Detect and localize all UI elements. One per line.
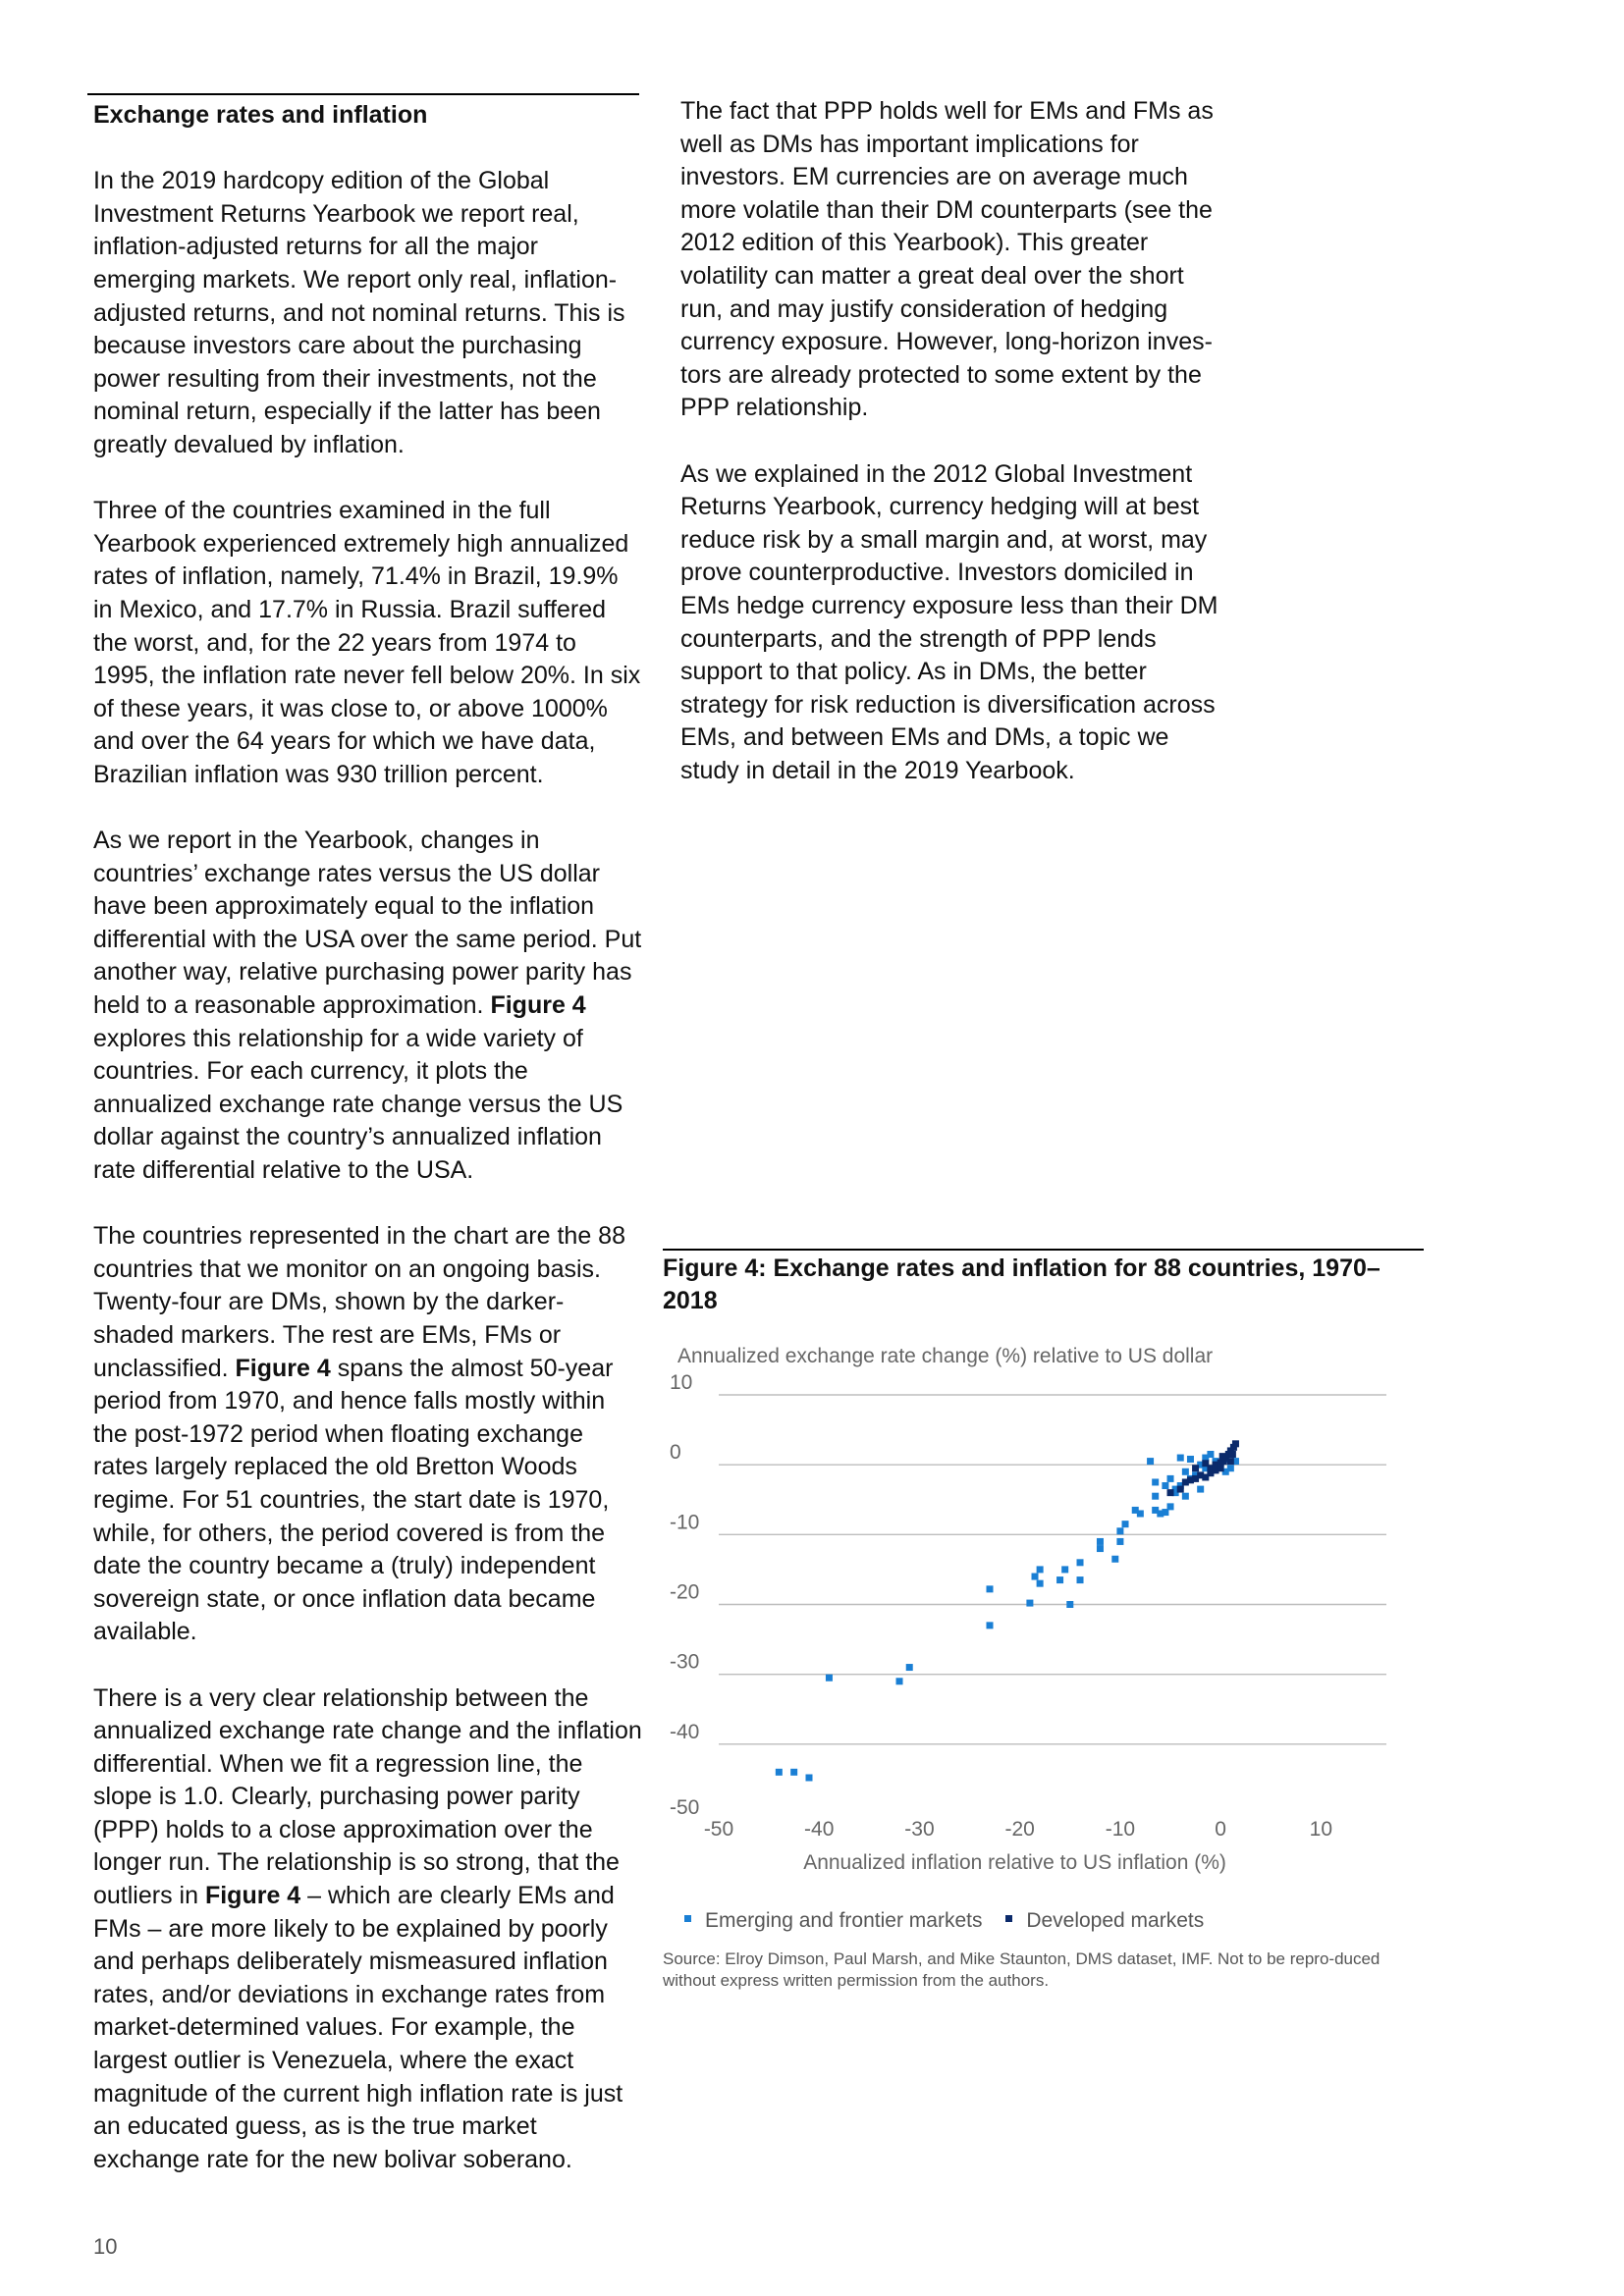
scatter-chart (668, 1369, 1414, 1895)
column-top-rule (87, 93, 639, 95)
em-data-point (1037, 1580, 1044, 1587)
legend-em-label: Emerging and frontier markets (705, 1909, 983, 1932)
dm-data-point (1177, 1486, 1184, 1493)
figure-reference: Figure 4 (204, 1882, 301, 1910)
em-data-point (1167, 1475, 1174, 1482)
x-tick-label: 10 (1309, 1818, 1333, 1841)
em-data-point (790, 1769, 797, 1776)
y-tick-label: 10 (670, 1371, 693, 1394)
em-data-point (1167, 1503, 1174, 1510)
chart-x-axis-label: Annualized inflation relative to US inflation (%) (803, 1851, 1226, 1874)
paragraph (93, 1220, 643, 1649)
x-tick-label: -40 (804, 1818, 835, 1841)
em-data-point (1077, 1576, 1084, 1583)
y-tick-label: -10 (670, 1511, 700, 1534)
em-data-point (1077, 1559, 1084, 1566)
em-data-point (1147, 1458, 1154, 1465)
paragraph (93, 825, 643, 1188)
page-number: 10 (93, 2234, 118, 2259)
em-data-point (1066, 1601, 1073, 1608)
paragraph-text: The countries represented in the chart are the 88 countries that we monitor on an ongoing basis. Twenty-four are DMs, shown by the darker-shaded markers. The rest are EMs, FMs or unclassified. (93, 1222, 625, 1382)
em-data-point (1111, 1556, 1118, 1563)
x-tick-label: 0 (1215, 1818, 1226, 1841)
em-data-point (1026, 1600, 1033, 1607)
em-data-point (1116, 1538, 1123, 1545)
y-tick-label: -20 (670, 1580, 700, 1604)
em-data-point (1037, 1566, 1044, 1573)
paragraph: Three of the countries examined in the full Yearbook experienced extremely high annualized rates of inflation, namely, 71.4% in Brazil, 19.9% in Mexico, and 17.7% in Russia. Brazil suffered the worst, and, for the 22 years from 1974 to 1995, the inflation rate never fell below 20%. In six of these years, it was close to, or above 1000% and over the 64 years for which we have data, Brazilian inflation was 930 trillion percent. (93, 497, 641, 788)
em-data-point (1097, 1545, 1104, 1552)
legend-dm-marker-icon (1005, 1915, 1012, 1922)
y-tick-label: -40 (670, 1720, 700, 1743)
dm-data-point (1227, 1458, 1234, 1465)
em-data-point (806, 1774, 813, 1781)
x-tick-label: -30 (904, 1818, 935, 1841)
em-data-point (776, 1769, 783, 1776)
em-data-point (1116, 1527, 1123, 1534)
section-heading: Exchange rates and inflation (93, 101, 428, 129)
em-data-point (1182, 1493, 1189, 1500)
x-tick-label: -20 (1004, 1818, 1035, 1841)
em-data-point (1061, 1566, 1068, 1573)
y-tick-label: -30 (670, 1650, 700, 1674)
x-tick-label: -10 (1105, 1818, 1136, 1841)
dm-data-point (1202, 1460, 1209, 1467)
em-data-point (1132, 1507, 1139, 1514)
em-data-point (1162, 1482, 1168, 1489)
chart-legend (684, 1909, 1221, 1933)
paragraph: As we explained in the 2012 Global Investment Returns Yearbook, currency hedging will at best reduce risk by a small margin and, at worst, may prove counterproductive. Investors domiciled in EMs hedge currency exposure less than their DM counterparts, and the strength of PPP lends support to that policy. As in DMs, the better strategy for risk reduction is diversification across EMs, and between EMs and DMs, a topic we study in detail in the 2019 Yearbook. (680, 459, 1218, 784)
right-column (680, 95, 1230, 787)
x-tick-label: -50 (703, 1818, 734, 1841)
figure-title: Figure 4: Exchange rates and inflation for 88 countries, 1970–2018 (663, 1255, 1380, 1314)
figure-source: Source: Elroy Dimson, Paul Marsh, and Mike Staunton, DMS dataset, IMF. Not to be repro-duced without express written permission from the authors. (663, 1949, 1380, 1990)
dm-data-point (1232, 1440, 1239, 1447)
figure-reference: Figure 4 (235, 1354, 331, 1382)
figure-top-rule (663, 1249, 1424, 1251)
dm-data-point (1219, 1453, 1226, 1460)
em-data-point (1056, 1576, 1063, 1583)
paragraph: The fact that PPP holds well for EMs and FMs as well as DMs has important implications for investors. EM currencies are on average much more volatile than their DM counterparts (see the 2012 edition of this Yearbook). This greater volatility can matter a great deal over the short run, and may justify consideration of hedging currency exposure. However, long-horizon inves-tors are already protected to some extent by the PPP relationship. (680, 97, 1214, 422)
em-data-point (1152, 1493, 1159, 1500)
em-data-point (826, 1675, 833, 1682)
legend-dm-label: Developed markets (1026, 1909, 1205, 1932)
y-tick-label: -50 (670, 1796, 700, 1819)
em-data-point (896, 1678, 903, 1684)
em-data-point (1097, 1538, 1104, 1545)
y-tick-label: 0 (670, 1441, 681, 1465)
em-data-point (1122, 1521, 1129, 1527)
paragraph-text: spans the almost 50-year period from 1970, and hence falls mostly within the post-1972 period when floating exchange rates largely replaced the old Bretton Woods regime. For 51 countries, the start date is 1970, while, for others, the period covered is from the date the country became a (truly) independent sovereign state, or once inflation data became available. (93, 1354, 614, 1646)
em-data-point (1182, 1468, 1189, 1475)
em-data-point (987, 1585, 994, 1592)
paragraph-text: explores this relationship for a wide variety of countries. For each currency, it plots the annualized exchange rate change versus the US dollar against the country’s annualized inflation rate differential relative to the USA. (93, 1024, 623, 1184)
legend-item-dm (1005, 1909, 1204, 1933)
paragraph (93, 1682, 643, 2177)
dm-data-point (1167, 1489, 1174, 1496)
dm-data-point (1229, 1451, 1236, 1458)
legend-item-em (684, 1909, 982, 1933)
em-data-point (1152, 1478, 1159, 1485)
em-data-point (1187, 1456, 1194, 1463)
chart-y-axis-label: Annualized exchange rate change (%) relative to US dollar (677, 1345, 1214, 1367)
em-data-point (1177, 1455, 1184, 1462)
paragraph-text: – which are clearly EMs and FMs – are more likely to be explained by poorly and perhaps deliberately mismeasured inflation rates, and/or deviations in exchange rates from market-determined values. For example, the largest outlier is Venezuela, where the exact magnitude of the current high inflation rate is just an educated guess, as is the true market exchange rate for the new bolivar soberano. (93, 1882, 623, 2173)
em-data-point (987, 1622, 994, 1629)
legend-em-marker-icon (684, 1915, 691, 1922)
em-data-point (906, 1664, 913, 1671)
left-column (93, 99, 643, 2176)
paragraph: In the 2019 hardcopy edition of the Global Investment Returns Yearbook we report real, inflation-adjusted returns for all the major emerging markets. We report only real, inflation-adjusted returns, and not nominal returns. This is because investors care about the purchasing power resulting from their investments, not the nominal return, especially if the latter has been greatly devalued by inflation. (93, 167, 625, 458)
em-data-point (1197, 1486, 1204, 1493)
figure-reference: Figure 4 (490, 991, 586, 1020)
dm-data-point (1192, 1465, 1199, 1471)
em-data-point (1032, 1574, 1039, 1580)
paragraph-text: There is a very clear relationship between the annualized exchange rate change and the inflation differential. When we fit a regression line, the slope is 1.0. Clearly, purchasing power parity (PPP) holds to a close approximation over the longer run. The relationship is so strong, that the outliers in (93, 1683, 642, 1910)
paragraph-text: As we report in the Yearbook, changes in countries’ exchange rates versus the US dollar have been approximately equal to the inflation differential with the USA over the same period. Put another way, relative purchasing power parity has held to a reasonable approximation. (93, 827, 642, 1020)
